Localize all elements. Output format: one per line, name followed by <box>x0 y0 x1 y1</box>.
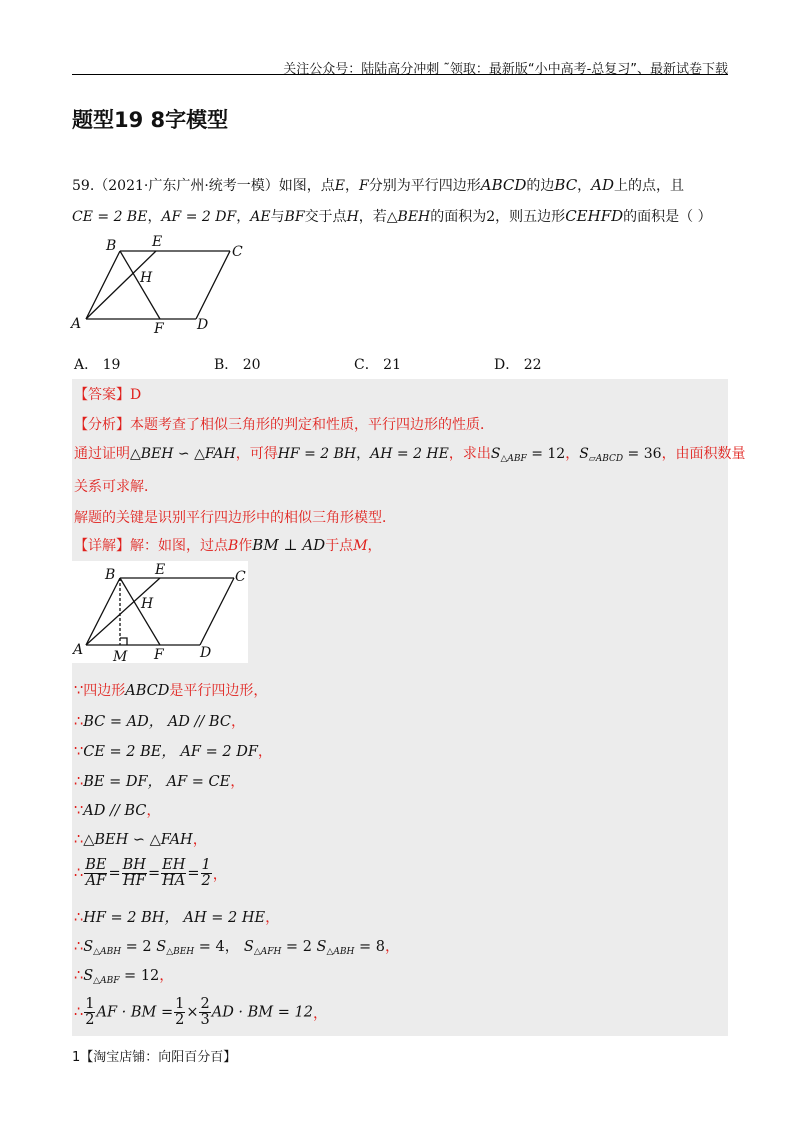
segment-ab <box>86 251 120 319</box>
option-b[interactable]: B． 20 <box>214 357 261 373</box>
segment-cd <box>196 251 230 319</box>
analysis-line-1: 【分析】本题考查了相似三角形的判定和性质，平行四边形的性质． <box>74 417 494 433</box>
header-rule <box>72 74 728 75</box>
proof-step-9: $\therefore S_{\triangle ABH} = 2$ $S_{\triangle BEH} = 4$， $S_{\triangle AFH} = 2$ $S_{\triangle ABH} = 8$， <box>74 939 400 957</box>
question-line-1: 59.（2021·广东广州·统考一模）如图，点E，F分别为平行四边形ABCD的边BC，AD上的点，且 <box>72 176 685 194</box>
section-title: 题型19 8字模型 <box>72 108 229 132</box>
answer-line: 【答案】D <box>74 387 142 403</box>
label-f: F <box>154 647 164 663</box>
analysis-line-2: 通过证明△BEH ∽ △FAH，可得HF = 2 BH，AH = 2 HE，求出$S_{\triangle ABF} = 12$，$S_{▱ABCD} = 36$，由面积数量 <box>74 446 746 464</box>
label-e: E <box>152 234 163 250</box>
label-c: C <box>235 569 246 585</box>
label-f: F <box>154 321 164 337</box>
question-line-2: CE = 2 BE，AF = 2 DF，AE与BF交于点H，若△BEH的面积为2，则五边形CEHFD的面积是（ ） <box>72 207 712 225</box>
proof-step-7: ∴ $\frac{BE}{AF}$ = $\frac{BH}{HF}$ = $\frac{EH}{HA}$ = $\frac{1}{2}$ ， <box>74 857 228 889</box>
option-d[interactable]: D． 22 <box>494 357 542 373</box>
analysis-line-3: 关系可求解． <box>74 479 158 495</box>
label-a: A <box>71 316 82 332</box>
parallelogram-figure-2 <box>72 561 248 663</box>
label-h: H <box>140 270 153 286</box>
option-c[interactable]: C． 21 <box>354 357 401 373</box>
page-footer: 1【淘宝店铺：向阳百分百】 <box>72 1050 237 1065</box>
proof-step-3: ∵CE = 2 BE， AF = 2 DF， <box>74 744 273 760</box>
detail-heading: 【详解】解：如图，过点B作BM ⊥ AD于点M， <box>74 536 382 554</box>
label-b: B <box>106 238 117 254</box>
page-header: 关注公众号：陆陆高分冲刺 ˜领取：最新版“小中高考-总复习”、最新试卷下载 <box>283 62 728 77</box>
proof-step-5: ∵AD // BC， <box>74 803 161 819</box>
parallelogram-figure-1 <box>68 232 258 342</box>
label-h: H <box>141 596 154 612</box>
label-m: M <box>113 649 128 663</box>
label-d: D <box>197 317 209 333</box>
analysis-line-4: 解题的关键是识别平行四边形中的相似三角形模型． <box>74 510 396 526</box>
label-a: A <box>73 642 84 658</box>
proof-step-2: ∴BC = AD， AD // BC， <box>74 714 246 730</box>
proof-step-1: ∵四边形ABCD是平行四边形， <box>74 683 268 699</box>
proof-step-10: $\therefore S_{\triangle ABF} = 12$， <box>74 968 174 986</box>
label-d: D <box>200 645 212 661</box>
proof-step-11: ∴ $\frac{1}{2}$ AF · BM = $\frac{1}{2}$ × $\frac{2}{3}$ AD · BM = 12， <box>74 996 328 1028</box>
label-e: E <box>155 562 166 578</box>
proof-step-8: ∴HF = 2 BH， AH = 2 HE， <box>74 910 280 926</box>
proof-step-4: ∴BE = DF， AF = CE， <box>74 774 245 790</box>
option-a[interactable]: A． 19 <box>74 357 121 373</box>
label-b: B <box>105 567 116 583</box>
label-c: C <box>232 244 243 260</box>
proof-step-6: ∴△BEH ∽ △FAH， <box>74 832 208 848</box>
